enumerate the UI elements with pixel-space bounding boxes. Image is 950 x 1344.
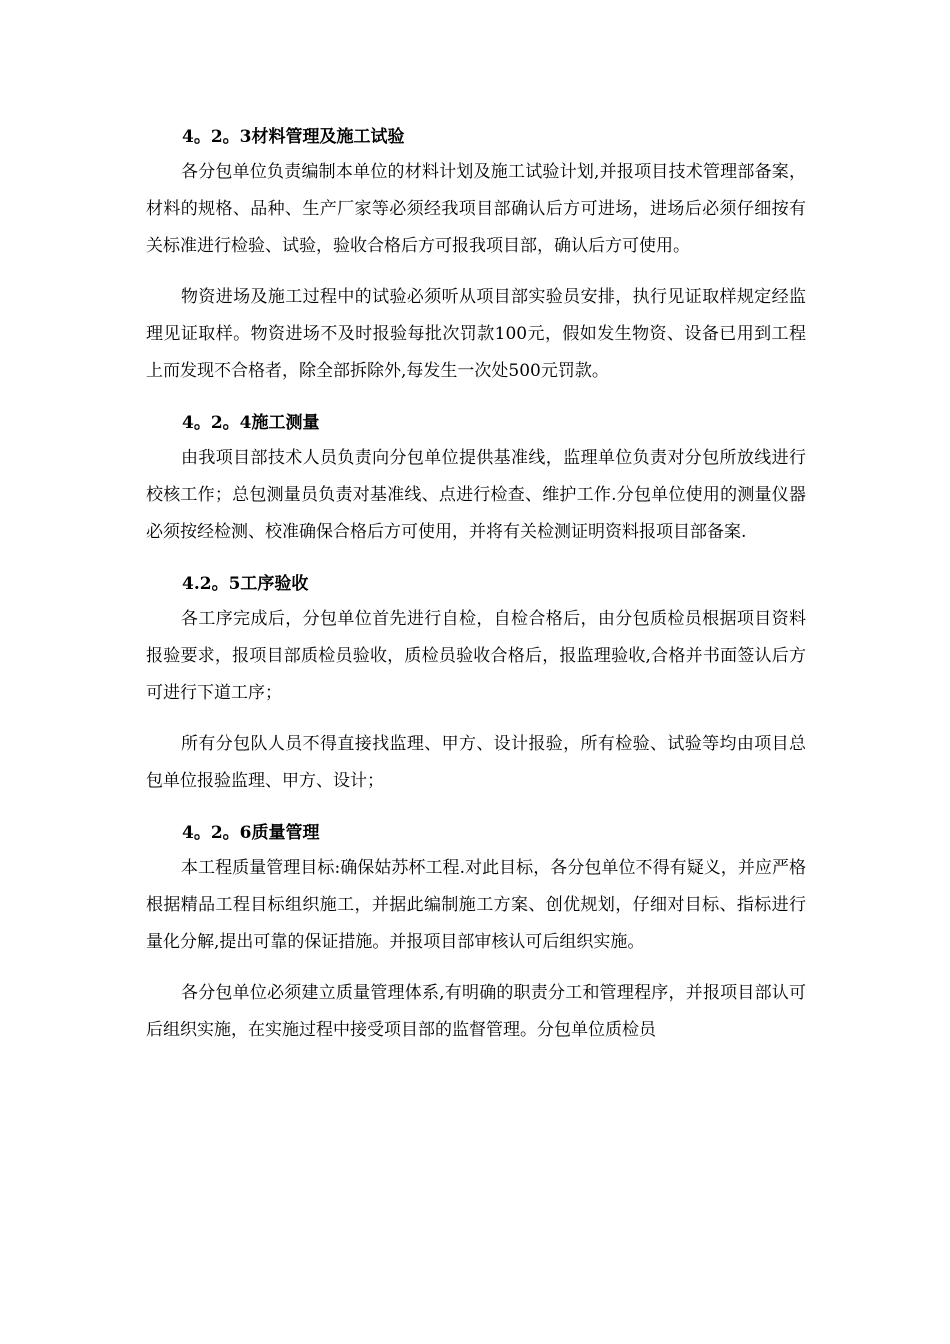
document-body	[146, 120, 806, 1049]
paragraph-gap	[146, 961, 806, 975]
paragraph-quality-system: 各分包单位必须建立质量管理体系,有明确的职责分工和管理程序，并报项目部认可后组织实施，在实施过程中接受项目部的监督管理。分包单位质检员	[146, 983, 806, 1040]
section-heading-process-acceptance: 4.2。5工序验收	[182, 574, 309, 594]
section-heading-quality-management: 4。2。6质量管理	[182, 823, 320, 843]
paragraph-material-plan: 各分包单位负责编制本单位的材料计划及施工试验计划,并报项目技术管理部备案，材料的规格、品种、生产厂家等必须经我项目部确认后方可进场，进场后必须仔细按有关标准进行检验、试验，验收合格后方可报我项目部，确认后方可使用。	[146, 162, 806, 256]
paragraph-survey: 由我项目部技术人员负责向分包单位提供基准线，监理单位负责对分包所放线进行校核工作；总包测量员负责对基准线、点进行检查、维护工作.分包单位使用的测量仪器必须按经检测、校准确保合格后方可使用，并将有关检测证明资料报项目部备案.	[146, 448, 806, 542]
paragraph-gap	[146, 265, 806, 279]
section-gap	[146, 551, 806, 567]
section-heading-material-testing: 4。2。3材料管理及施工试验	[182, 127, 405, 147]
paragraph-inspection-reporting: 所有分包队人员不得直接找监理、甲方、设计报验，所有检验、试验等均由项目总包单位报验监理、甲方、设计；	[146, 734, 806, 791]
section-gap	[146, 800, 806, 816]
paragraph-gap	[146, 712, 806, 726]
section-gap	[146, 390, 806, 406]
paragraph-quality-goal: 本工程质量管理目标:确保姑苏杯工程.对此目标，各分包单位不得有疑义，并应严格根据精品工程目标组织施工，并据此编制施工方案、创优规划，仔细对目标、指标进行量化分解,提出可靠的保证措施。并报项目部审核认可后组织实施。	[146, 858, 806, 952]
paragraph-self-inspection: 各工序完成后，分包单位首先进行自检，自检合格后，由分包质检员根据项目资料报验要求，报项目部质检员验收，质检员验收合格后，报监理验收,合格并书面签认后方可进行下道工序；	[146, 609, 806, 703]
section-heading-survey: 4。2。4施工测量	[182, 413, 320, 433]
paragraph-material-inspection: 物资进场及施工过程中的试验必须听从项目部实验员安排，执行见证取样规定经监理见证取样。物资进场不及时报验每批次罚款100元，假如发生物资、设备已用到工程上而发现不合格者，除全部拆除外,每发生一次处500元罚款。	[146, 287, 806, 381]
